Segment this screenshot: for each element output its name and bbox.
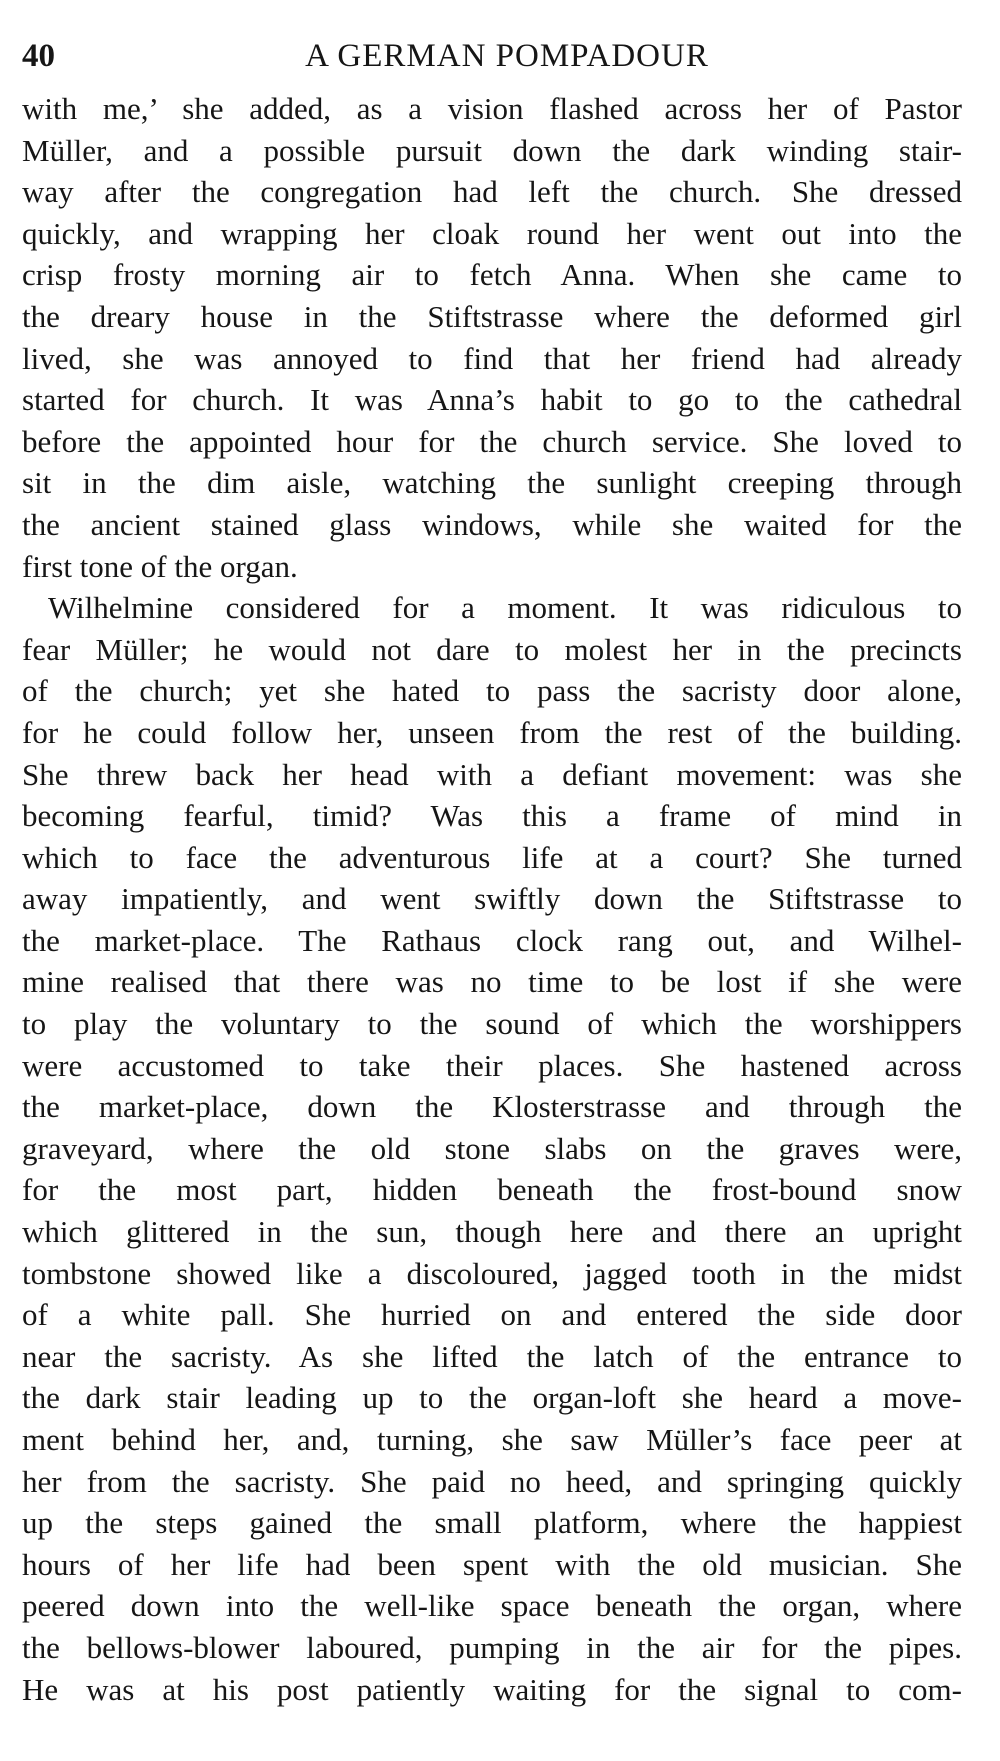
text-line: for the most part, hidden beneath the frost-bound snow — [22, 1172, 962, 1208]
text-line: way after the congregation had left the church. She dressed — [22, 174, 962, 210]
text-line: up the steps gained the small platform, where the happiest — [22, 1505, 962, 1541]
text-line: which to face the adventurous life at a court? She turned — [22, 839, 962, 875]
paragraph-end-line: first tone of the organ. — [22, 548, 298, 584]
text-line: ment behind her, and, turning, she saw Müller’s face peer at — [22, 1422, 962, 1457]
text-line: the ancient stained glass windows, while she waited for the — [22, 506, 962, 542]
text-line: the market-place, down the Klosterstrasse and through the — [22, 1089, 962, 1125]
text-line: with me,’ she added, as a vision flashed across her of Pastor — [22, 91, 962, 126]
paragraph-first-line: Wilhelmine considered for a moment. It was ridiculous to — [48, 590, 962, 626]
text-line: fear Müller; he would not dare to molest her in the precincts — [22, 631, 962, 667]
text-line: which glittered in the sun, though here and there an upright — [22, 1214, 962, 1250]
running-head — [22, 30, 962, 82]
text-line: mine realised that there was no time to be lost if she were — [22, 964, 962, 1000]
text-line: lived, she was annoyed to find that her friend had already — [22, 340, 962, 376]
text-line: started for church. It was Anna’s habit to go to the cathedral — [22, 382, 962, 418]
text-line: hours of her life had been spent with the old musician. She — [22, 1546, 962, 1582]
text-line: tombstone showed like a discoloured, jagged tooth in the midst — [22, 1255, 962, 1291]
text-line: the dreary house in the Stiftstrasse where the deformed girl — [22, 298, 962, 334]
book-page — [22, 30, 962, 1750]
text-line: away impatiently, and went swiftly down the Stiftstrasse to — [22, 881, 962, 917]
text-line: Müller, and a possible pursuit down the dark winding stair- — [22, 132, 962, 168]
text-line: to play the voluntary to the sound of which the worshippers — [22, 1006, 962, 1042]
text-line: for he could follow her, unseen from the rest of the building. — [22, 714, 962, 750]
book-title: A GERMAN POMPADOUR — [305, 38, 709, 74]
text-line: quickly, and wrapping her cloak round her went out into the — [22, 215, 962, 251]
text-line: sit in the dim aisle, watching the sunlight creeping through — [22, 465, 962, 501]
text-line: She threw back her head with a defiant movement: was she — [22, 756, 962, 792]
text-line: of a white pall. She hurried on and entered the side door — [22, 1297, 962, 1333]
text-line: before the appointed hour for the church service. She loved to — [22, 423, 962, 459]
body-text — [22, 88, 962, 1710]
text-line: graveyard, where the old stone slabs on the graves were, — [22, 1130, 962, 1166]
text-line: peered down into the well-like space beneath the organ, where — [22, 1588, 962, 1624]
text-line: were accustomed to take their places. She hastened across — [22, 1047, 962, 1083]
page-number: 40 — [22, 38, 55, 74]
text-line: crisp frosty morning air to fetch Anna. When she came to — [22, 257, 962, 293]
text-line: He was at his post patiently waiting for the signal to com- — [22, 1671, 962, 1707]
text-line: the bellows-blower laboured, pumping in the air for the pipes. — [22, 1629, 962, 1665]
text-line: the dark stair leading up to the organ-loft she heard a move- — [22, 1380, 962, 1416]
text-line: of the church; yet she hated to pass the sacristy door alone, — [22, 673, 962, 709]
text-line: her from the sacristy. She paid no heed, and springing quickly — [22, 1463, 962, 1499]
text-line: the market-place. The Rathaus clock rang out, and Wilhel- — [22, 922, 962, 958]
text-line: becoming fearful, timid? Was this a frame of mind in — [22, 798, 962, 834]
text-line: near the sacristy. As she lifted the latch of the entrance to — [22, 1338, 962, 1374]
